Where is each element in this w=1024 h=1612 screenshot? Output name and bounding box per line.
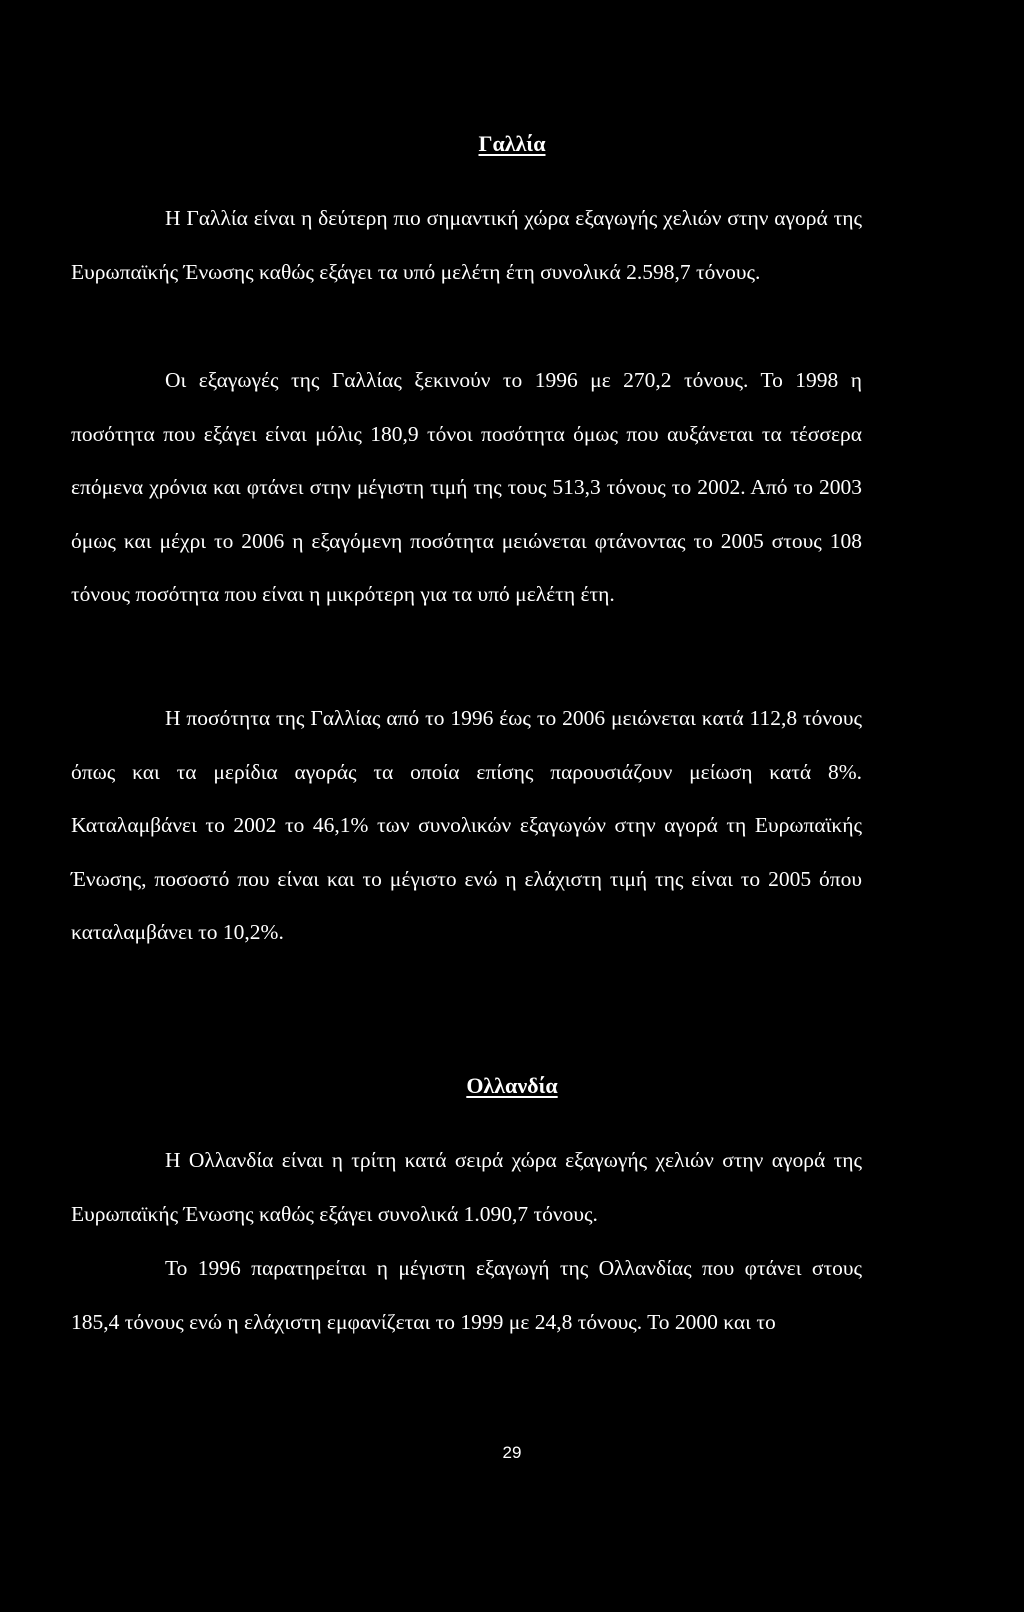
section-heading-netherlands: Ολλανδία [466,1073,558,1098]
paragraph-france-market-share: Η ποσότητα της Γαλλίας από το 1996 έως το 2006 μειώνεται κατά 112,8 τόνους όπως και τα μερίδια αγοράς τα οποία επίσης παρουσιάζουν μείωση κατά 8%. Καταλαμβάνει το 2002 το 46,1% των συνολικών εξαγωγών στην αγορά τη Ευρωπαϊκής Ένωσης, ποσοστό που είναι και το μέγιστο ενώ η ελάχιστη τιμή της είναι το 2005 όπου καταλαμβάνει το 10,2%. [71,706,862,945]
paragraph-netherlands-exports: Το 1996 παρατηρείται η μέγιστη εξαγωγή της Ολλανδίας που φτάνει στους 185,4 τόνους ενώ η ελάχιστη εμφανίζεται το 1999 με 24,8 τόνους. Το 2000 και το [71,1256,862,1334]
paragraph-france-exports: Οι εξαγωγές της Γαλλίας ξεκινούν το 1996 με 270,2 τόνους. Το 1998 η ποσότητα που εξάγει είναι μόλις 180,9 τόνοι ποσότητα όμως που αυξάνεται τα τέσσερα επόμενα χρόνια και φτάνει στην μέγιστη τιμή της τους 513,3 τόνους το 2002. Από το 2003 όμως και μέχρι το 2006 η εξαγόμενη ποσότητα μειώνεται φτάνοντας το 2005 στους 108 τόνους ποσότητα που είναι η μικρότερη για τα υπό μελέτη έτη. [71,368,862,607]
section-heading-france: Γαλλία [478,131,546,156]
paragraph-netherlands-intro: Η Ολλανδία είναι η τρίτη κατά σειρά χώρα εξαγωγής χελιών στην αγορά της Ευρωπαϊκής Ένωσης καθώς εξάγει συνολικά 1.090,7 τόνους. [71,1148,862,1226]
paragraph-france-intro: Η Γαλλία είναι η δεύτερη πιο σημαντική χώρα εξαγωγής χελιών στην αγορά της Ευρωπαϊκής Ένωσης καθώς εξάγει τα υπό μελέτη έτη συνολικά 2.598,7 τόνους. [71,206,862,284]
page-number: 29 [502,1443,522,1462]
